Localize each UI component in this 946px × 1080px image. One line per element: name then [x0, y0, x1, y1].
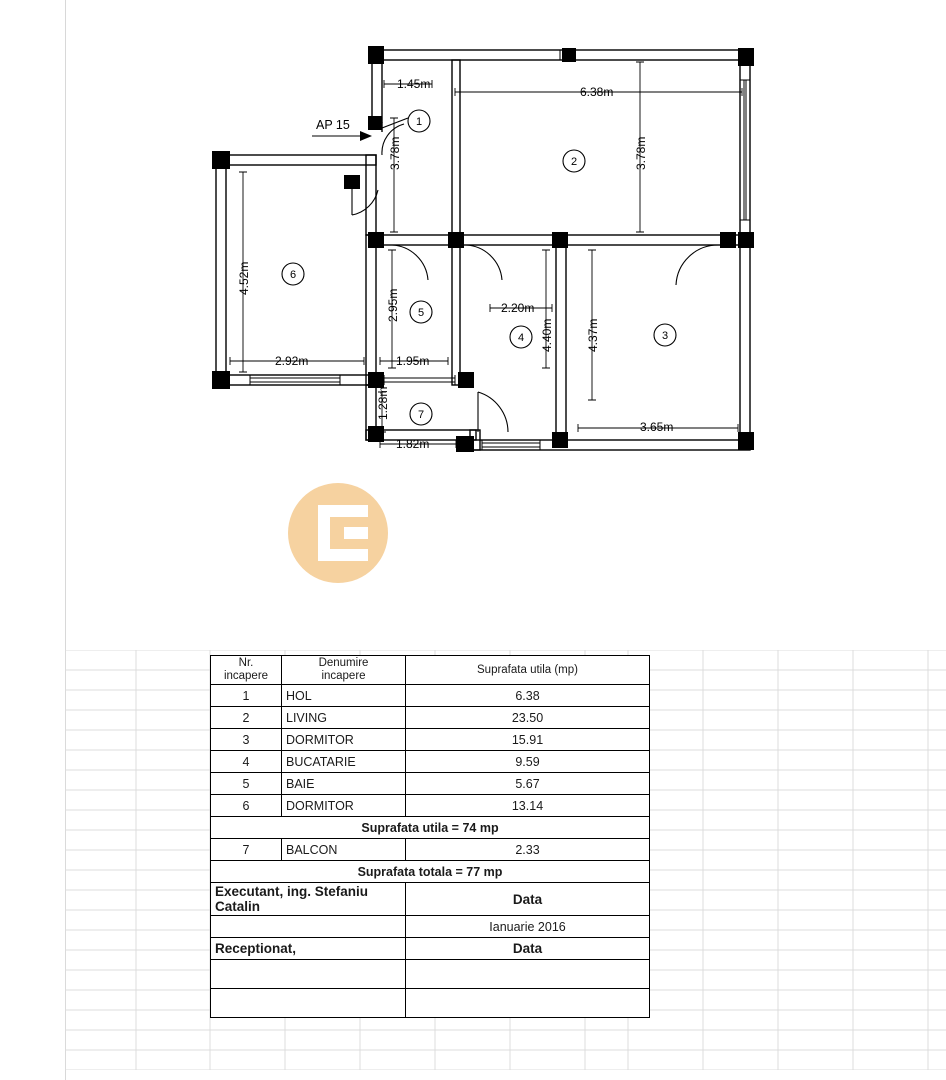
table-header-row: [211, 656, 650, 685]
row-area: 15.91: [406, 729, 650, 751]
subtotal-label: Suprafata utila = 74 mp: [211, 817, 650, 839]
room-schedule-table-area: [65, 650, 946, 1070]
dimension-2.92m: 2.92m: [275, 354, 309, 368]
row-name: HOL: [282, 685, 406, 707]
blank-cell-right: [406, 989, 650, 1018]
dimension-4.40m: 4.40m: [540, 318, 554, 352]
executant-row: [211, 883, 650, 916]
row-name: BAIE: [282, 773, 406, 795]
header-den-line1: Denumire: [318, 657, 369, 669]
room-marker-4: 4: [517, 332, 525, 344]
row-area: 2.33: [406, 839, 650, 861]
total-label: Suprafata totala = 77 mp: [211, 861, 650, 883]
header-nr-line1: Nr.: [238, 657, 254, 669]
row-name: DORMITOR: [282, 729, 406, 751]
row-nr: 2: [211, 707, 282, 729]
row-nr: 3: [211, 729, 282, 751]
dimension-4.37m: 4.37m: [586, 318, 600, 352]
dimension-1.95m: 1.95m: [396, 354, 430, 368]
receptionat-row: [211, 938, 650, 960]
header-den-line2: incapere: [321, 670, 366, 682]
table-row: [211, 751, 650, 773]
table-row: [211, 773, 650, 795]
header-suprafata: Suprafata utila (mp): [406, 656, 650, 685]
room-marker-5: 5: [417, 307, 425, 319]
room-marker-2: 2: [570, 156, 578, 168]
receptionat-blank-row-2: [211, 989, 650, 1018]
blank-cell-left: [211, 989, 406, 1018]
table-row: [211, 729, 650, 751]
row-name: BUCATARIE: [282, 751, 406, 773]
company-logo: [288, 483, 388, 583]
receptionat-signature-cell: [211, 960, 406, 989]
dimension-3.65m: 3.65m: [640, 420, 674, 434]
data-header-2: Data: [406, 938, 650, 960]
row-name: LIVING: [282, 707, 406, 729]
row-area: 9.59: [406, 751, 650, 773]
row-nr: 5: [211, 773, 282, 795]
row-name: BALCON: [282, 839, 406, 861]
receptionat-date-cell: [406, 960, 650, 989]
dimension-4.52m: 4.52m: [237, 261, 251, 295]
row-area: 23.50: [406, 707, 650, 729]
row-area: 13.14: [406, 795, 650, 817]
room-marker-6: 6: [289, 269, 297, 281]
header-nr-line2: incapere: [223, 670, 269, 682]
header-denumire: [282, 656, 406, 685]
entrance-label: AP 15: [316, 118, 350, 132]
room-marker-7: 7: [417, 409, 425, 421]
data-header-1: Data: [406, 883, 650, 916]
table-row-balcony: [211, 839, 650, 861]
row-nr: 7: [211, 839, 282, 861]
row-area: 5.67: [406, 773, 650, 795]
row-nr: 6: [211, 795, 282, 817]
header-nr: [211, 656, 282, 685]
row-area: 6.38: [406, 685, 650, 707]
executant-date-row: [211, 916, 650, 938]
receptionat-label: Receptionat,: [211, 938, 406, 960]
row-nr: 1: [211, 685, 282, 707]
dimension-1.82m: 1.82m: [396, 437, 430, 451]
room-marker-3: 3: [661, 330, 669, 342]
total-row: [211, 861, 650, 883]
table-row: [211, 685, 650, 707]
executant-label: Executant, ing. Stefaniu Catalin: [211, 883, 406, 916]
room-marker-1: 1: [415, 116, 423, 128]
room-schedule-table: [210, 655, 650, 1018]
receptionat-blank-row-1: [211, 960, 650, 989]
row-name: DORMITOR: [282, 795, 406, 817]
dimension-2.95m: 2.95m: [386, 288, 400, 322]
dimension-2.20m: 2.20m: [501, 301, 535, 315]
dimension-1.45m: 1.45m: [397, 77, 431, 91]
executant-signature-cell: [211, 916, 406, 938]
dimension-3.78m-right: 3.78m: [634, 136, 648, 170]
dimension-3.78m-left: 3.78m: [388, 136, 402, 170]
table-row: [211, 707, 650, 729]
row-nr: 4: [211, 751, 282, 773]
data-value: Ianuarie 2016: [406, 916, 650, 938]
table-row: [211, 795, 650, 817]
subtotal-row: [211, 817, 650, 839]
dimension-6.38m: 6.38m: [580, 85, 614, 99]
dimension-1.28m: 1.28m: [376, 386, 390, 420]
